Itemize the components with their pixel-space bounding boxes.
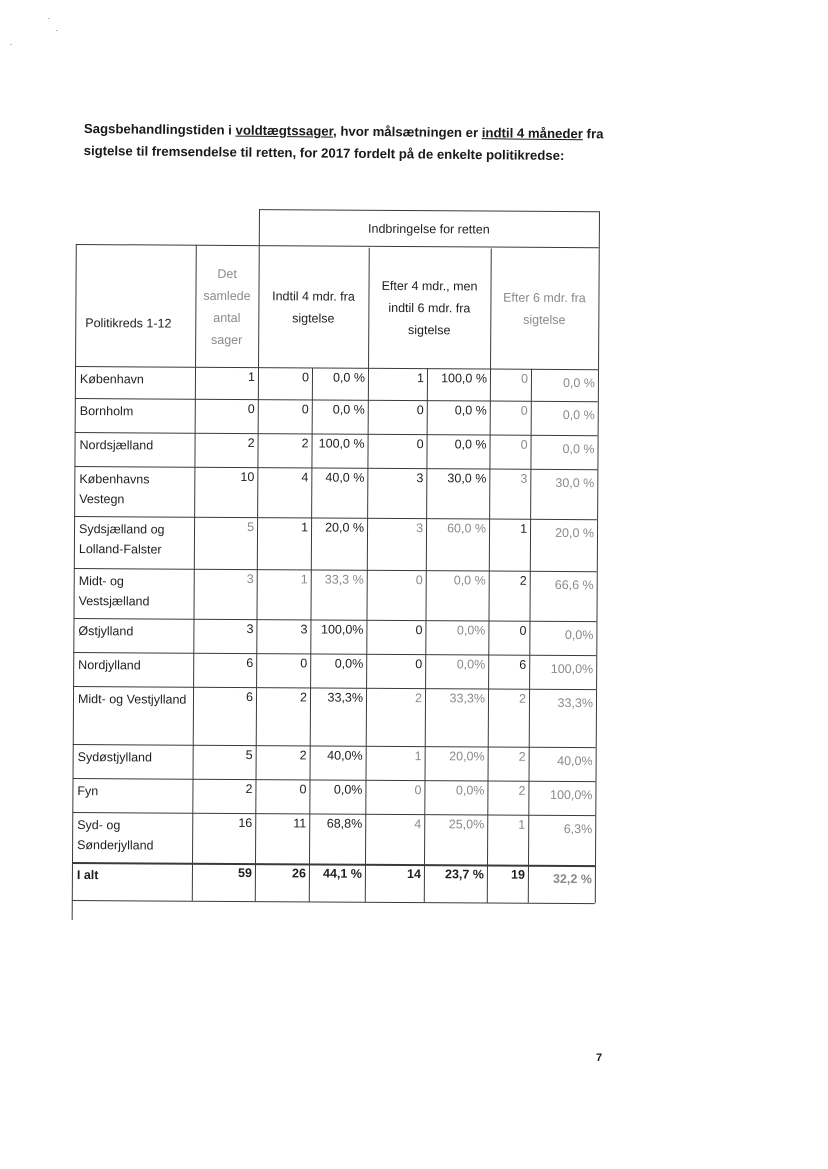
within-4-count: 2 — [301, 436, 309, 451]
after-6-percent: 0,0% — [564, 627, 594, 643]
table-rule — [312, 367, 313, 399]
four-to-six-count: 3 — [416, 471, 424, 486]
district-name: Nordsjælland — [79, 438, 154, 453]
table-rule — [488, 621, 489, 655]
total-cases: 10 — [240, 470, 255, 485]
table-rule — [489, 435, 490, 469]
within-4-count: 0 — [301, 402, 309, 417]
district-name: Midt- og Vestjylland — [77, 692, 187, 707]
after-6-count: 6 — [519, 657, 527, 672]
table-rule — [365, 780, 366, 814]
table-rule — [425, 688, 426, 746]
table-rule — [488, 571, 489, 621]
within-4-count: 0 — [301, 370, 310, 385]
table-rule — [255, 863, 256, 901]
four-to-six-percent: 30,0 % — [447, 471, 487, 486]
table-rule — [257, 517, 258, 569]
total-cases: 6 — [246, 690, 254, 705]
heading-underline-1: voldtægtssager — [235, 122, 334, 139]
table-rule — [194, 467, 195, 517]
table-rule — [490, 369, 491, 401]
after-6-count: 0 — [519, 623, 527, 638]
table-rule — [256, 745, 257, 779]
table-rule — [365, 814, 366, 864]
table-rule — [309, 813, 310, 863]
table-rule — [192, 863, 193, 901]
four-to-six-count: 14 — [406, 867, 421, 882]
after-6-count: 0 — [520, 403, 528, 418]
table-rule — [195, 367, 196, 399]
table-rule — [424, 780, 425, 814]
four-to-six-count: 1 — [416, 371, 425, 386]
table-rule — [490, 401, 491, 435]
table-rule — [487, 865, 488, 903]
table-rule — [311, 517, 312, 569]
table-rule — [366, 746, 367, 780]
table-rule — [193, 569, 194, 619]
table-rule — [487, 815, 488, 865]
table-rule — [529, 655, 530, 689]
district-name: Østjylland — [78, 624, 134, 639]
four-to-six-percent: 20,0% — [449, 749, 485, 764]
table-rule — [310, 619, 311, 653]
four-to-six-count: 3 — [416, 521, 424, 536]
table-rule — [256, 687, 257, 745]
within-4-percent: 0,0 % — [332, 402, 365, 417]
table-rule — [426, 468, 427, 518]
table-rule — [596, 571, 597, 621]
table-rule — [310, 687, 311, 745]
within-4-percent: 40,0 % — [325, 470, 365, 485]
within-4-percent: 33,3 % — [324, 572, 364, 587]
after-6-count: 3 — [520, 471, 528, 486]
table-rule — [530, 519, 531, 571]
after-6-count: 2 — [519, 573, 527, 588]
heading-text-1: Sagsbehandlingstiden i — [83, 120, 236, 138]
after-6-percent: 100,0% — [550, 661, 594, 677]
four-to-six-percent: 60,0 % — [447, 521, 487, 536]
within-4-percent: 0,0% — [334, 656, 364, 671]
table-rule — [310, 569, 311, 619]
col-header-within-4: Indtil 4 mdr. fra sigtelse — [272, 289, 355, 326]
after-6-count: 0 — [520, 437, 528, 452]
total-cases: 5 — [245, 748, 253, 763]
district-name: Midt- og Vestsjælland — [78, 574, 150, 609]
after-6-percent: 40,0% — [557, 753, 593, 769]
table-rule — [425, 654, 426, 688]
district-name: Syd- og Sønderjylland — [77, 818, 154, 853]
after-6-count: 1 — [520, 521, 528, 536]
four-to-six-percent: 0,0 % — [453, 573, 486, 588]
table-rule — [595, 865, 596, 903]
total-cases: 59 — [237, 866, 252, 881]
district-name: Sydøstjylland — [77, 750, 153, 765]
col-header-total: Det samlede antal sager — [203, 266, 251, 348]
within-4-percent: 100,0 % — [318, 436, 365, 451]
four-to-six-count: 0 — [415, 573, 423, 588]
table-rule — [257, 467, 258, 517]
within-4-count: 4 — [301, 470, 309, 485]
table-rule — [193, 687, 194, 745]
table-rule — [367, 468, 368, 518]
total-cases: 3 — [246, 572, 254, 587]
table-rule — [595, 815, 596, 865]
table-rule — [599, 211, 600, 249]
table-rule — [488, 689, 489, 747]
within-4-percent: 20,0 % — [325, 520, 365, 535]
after-6-percent: 6,3% — [563, 821, 593, 837]
total-cases: 3 — [246, 622, 254, 637]
after-6-count: 2 — [518, 749, 526, 764]
table-rule — [193, 619, 194, 653]
table-rule — [193, 745, 194, 779]
table-rule — [255, 779, 256, 813]
four-to-six-percent: 33,3% — [449, 691, 486, 706]
table-rule — [257, 433, 258, 467]
table-rule — [309, 779, 310, 813]
table-rule — [528, 865, 529, 903]
heading-text-2: , hvor målsætningen er — [332, 123, 482, 141]
table-rule — [365, 864, 366, 902]
table-rule — [311, 433, 312, 467]
within-4-count: 0 — [299, 782, 307, 797]
district-name: Bornholm — [79, 404, 134, 419]
table-rule — [366, 688, 367, 746]
col-header-district: Politikreds 1-12 — [85, 316, 172, 331]
four-to-six-count: 0 — [415, 623, 423, 638]
four-to-six-percent: 23,7 % — [444, 867, 484, 882]
table-rule — [310, 745, 311, 779]
district-name: København — [79, 372, 144, 387]
within-4-count: 2 — [299, 748, 307, 763]
within-4-count: 3 — [300, 622, 308, 637]
four-to-six-count: 0 — [416, 403, 424, 418]
table-rule — [597, 469, 598, 519]
district-name: Fyn — [77, 784, 99, 799]
within-4-count: 1 — [301, 520, 309, 535]
total-cases: 5 — [247, 520, 255, 535]
four-to-six-count: 2 — [415, 691, 423, 706]
statistics-table — [72, 208, 602, 923]
table-rule — [368, 368, 369, 400]
table-rule — [528, 781, 529, 815]
four-to-six-percent: 100,0 % — [441, 371, 488, 386]
table-rule — [258, 367, 259, 399]
table-rule — [426, 434, 427, 468]
table-rule — [425, 570, 426, 620]
within-4-count: 2 — [300, 690, 308, 705]
table-rule — [256, 569, 257, 619]
table-rule — [424, 814, 425, 864]
after-6-count: 19 — [510, 867, 525, 882]
table-rule — [596, 689, 597, 747]
after-6-percent: 100,0% — [549, 787, 593, 803]
after-6-count: 0 — [520, 371, 529, 386]
within-4-count: 26 — [291, 866, 306, 881]
table-rule — [597, 435, 598, 469]
total-cases: 0 — [247, 402, 255, 417]
table-rule — [489, 469, 490, 519]
table-rule — [256, 653, 257, 687]
table-rule — [528, 815, 529, 865]
table-rule — [427, 368, 428, 400]
table-rule — [256, 619, 257, 653]
district-name: Sydsjælland og Lolland-Falster — [78, 522, 165, 557]
table-rule — [595, 781, 596, 815]
group-header: Indbringelse for retten — [368, 221, 490, 237]
total-cases: 1 — [247, 370, 256, 385]
table-rule — [529, 571, 530, 621]
within-4-percent: 33,3% — [327, 690, 364, 705]
table-rule — [427, 400, 428, 434]
table-rule — [489, 519, 490, 571]
four-to-six-percent: 0,0% — [455, 783, 485, 798]
four-to-six-percent: 0,0 % — [454, 437, 487, 452]
four-to-six-count: 1 — [414, 749, 422, 764]
table-rule — [530, 469, 531, 519]
table-rule — [529, 621, 530, 655]
table-rule — [255, 813, 256, 863]
within-4-percent: 0,0% — [333, 782, 363, 797]
table-rule — [598, 369, 599, 401]
col-header-after-6: Efter 6 mdr. fra sigtelse — [503, 290, 586, 327]
table-rule — [529, 689, 530, 747]
col-header-4-to-6: Efter 4 mdr., men indtil 6 mdr. fra sigtelse — [381, 278, 478, 338]
table-rule — [311, 467, 312, 517]
after-6-count: 1 — [518, 817, 526, 832]
table-rule — [366, 654, 367, 688]
after-6-count: 2 — [519, 691, 527, 706]
table-rule — [488, 747, 489, 781]
table-rule — [312, 399, 313, 433]
four-to-six-percent: 0,0 % — [454, 403, 487, 418]
table-rule — [192, 779, 193, 813]
table-rule — [596, 747, 597, 781]
table-rule — [193, 653, 194, 687]
after-6-percent: 33,3% — [557, 695, 594, 711]
within-4-count: 1 — [300, 572, 308, 587]
table-rule — [366, 570, 367, 620]
within-4-percent: 68,8% — [326, 816, 363, 831]
table-rule — [424, 864, 425, 902]
district-name: I alt — [76, 868, 99, 883]
four-to-six-count: 0 — [414, 783, 422, 798]
table-rule — [368, 400, 369, 434]
table-rule — [487, 781, 488, 815]
four-to-six-count: 0 — [415, 657, 423, 672]
after-6-percent: 66,6 % — [554, 577, 594, 593]
four-to-six-percent: 25,0% — [448, 817, 485, 832]
after-6-percent: 0,0 % — [562, 375, 595, 391]
district-name: Nordjylland — [78, 658, 141, 673]
page-heading — [84, 118, 644, 168]
within-4-percent: 100,0% — [320, 622, 364, 637]
within-4-count: 0 — [300, 656, 308, 671]
four-to-six-count: 4 — [414, 817, 422, 832]
four-to-six-percent: 0,0% — [456, 657, 486, 672]
table-rule — [367, 434, 368, 468]
table-rule — [425, 620, 426, 654]
table-rule — [530, 435, 531, 469]
table-rule — [72, 900, 595, 904]
table-rule — [597, 519, 598, 571]
after-6-percent: 0,0 % — [562, 441, 595, 457]
after-6-percent: 20,0 % — [555, 525, 595, 541]
table-rule — [598, 401, 599, 435]
table-rule — [425, 746, 426, 780]
table-rule — [531, 401, 532, 435]
total-cases: 6 — [246, 656, 254, 671]
after-6-count: 2 — [518, 783, 526, 798]
total-cases: 2 — [245, 782, 253, 797]
after-6-percent: 0,0 % — [562, 407, 595, 423]
within-4-percent: 0,0 % — [332, 370, 366, 385]
table-rule — [596, 655, 597, 689]
district-name: Københavns Vestegn — [79, 472, 150, 507]
after-6-percent: 30,0 % — [555, 475, 595, 491]
heading-text-3: fra sigtelse til fremsendelse til retten, for 2017 fordelt på de enkelte politikredse: — [83, 126, 604, 164]
table-rule — [258, 399, 259, 433]
total-cases: 2 — [247, 436, 255, 451]
table-rule — [194, 433, 195, 467]
within-4-count: 11 — [293, 816, 307, 831]
total-cases: 16 — [238, 816, 253, 831]
table-rule — [426, 518, 427, 570]
table-rule — [195, 399, 196, 433]
table-rule — [488, 655, 489, 689]
table-rule — [309, 863, 310, 901]
table-rule — [529, 747, 530, 781]
four-to-six-percent: 0,0% — [456, 623, 486, 638]
table-rule — [367, 518, 368, 570]
table-rule — [366, 620, 367, 654]
heading-underline-2: indtil 4 måneder — [481, 125, 584, 142]
after-6-percent: 32,2 % — [552, 871, 592, 887]
page-number: 7 — [596, 1052, 603, 1064]
table-rule — [310, 653, 311, 687]
within-4-percent: 44,1 % — [322, 866, 362, 881]
table-rule — [194, 517, 195, 569]
table-rule — [192, 813, 193, 863]
within-4-percent: 40,0% — [327, 748, 363, 763]
table-rule — [531, 369, 532, 401]
table-rule — [596, 621, 597, 655]
table-rule — [598, 249, 600, 369]
four-to-six-count: 0 — [416, 437, 424, 452]
